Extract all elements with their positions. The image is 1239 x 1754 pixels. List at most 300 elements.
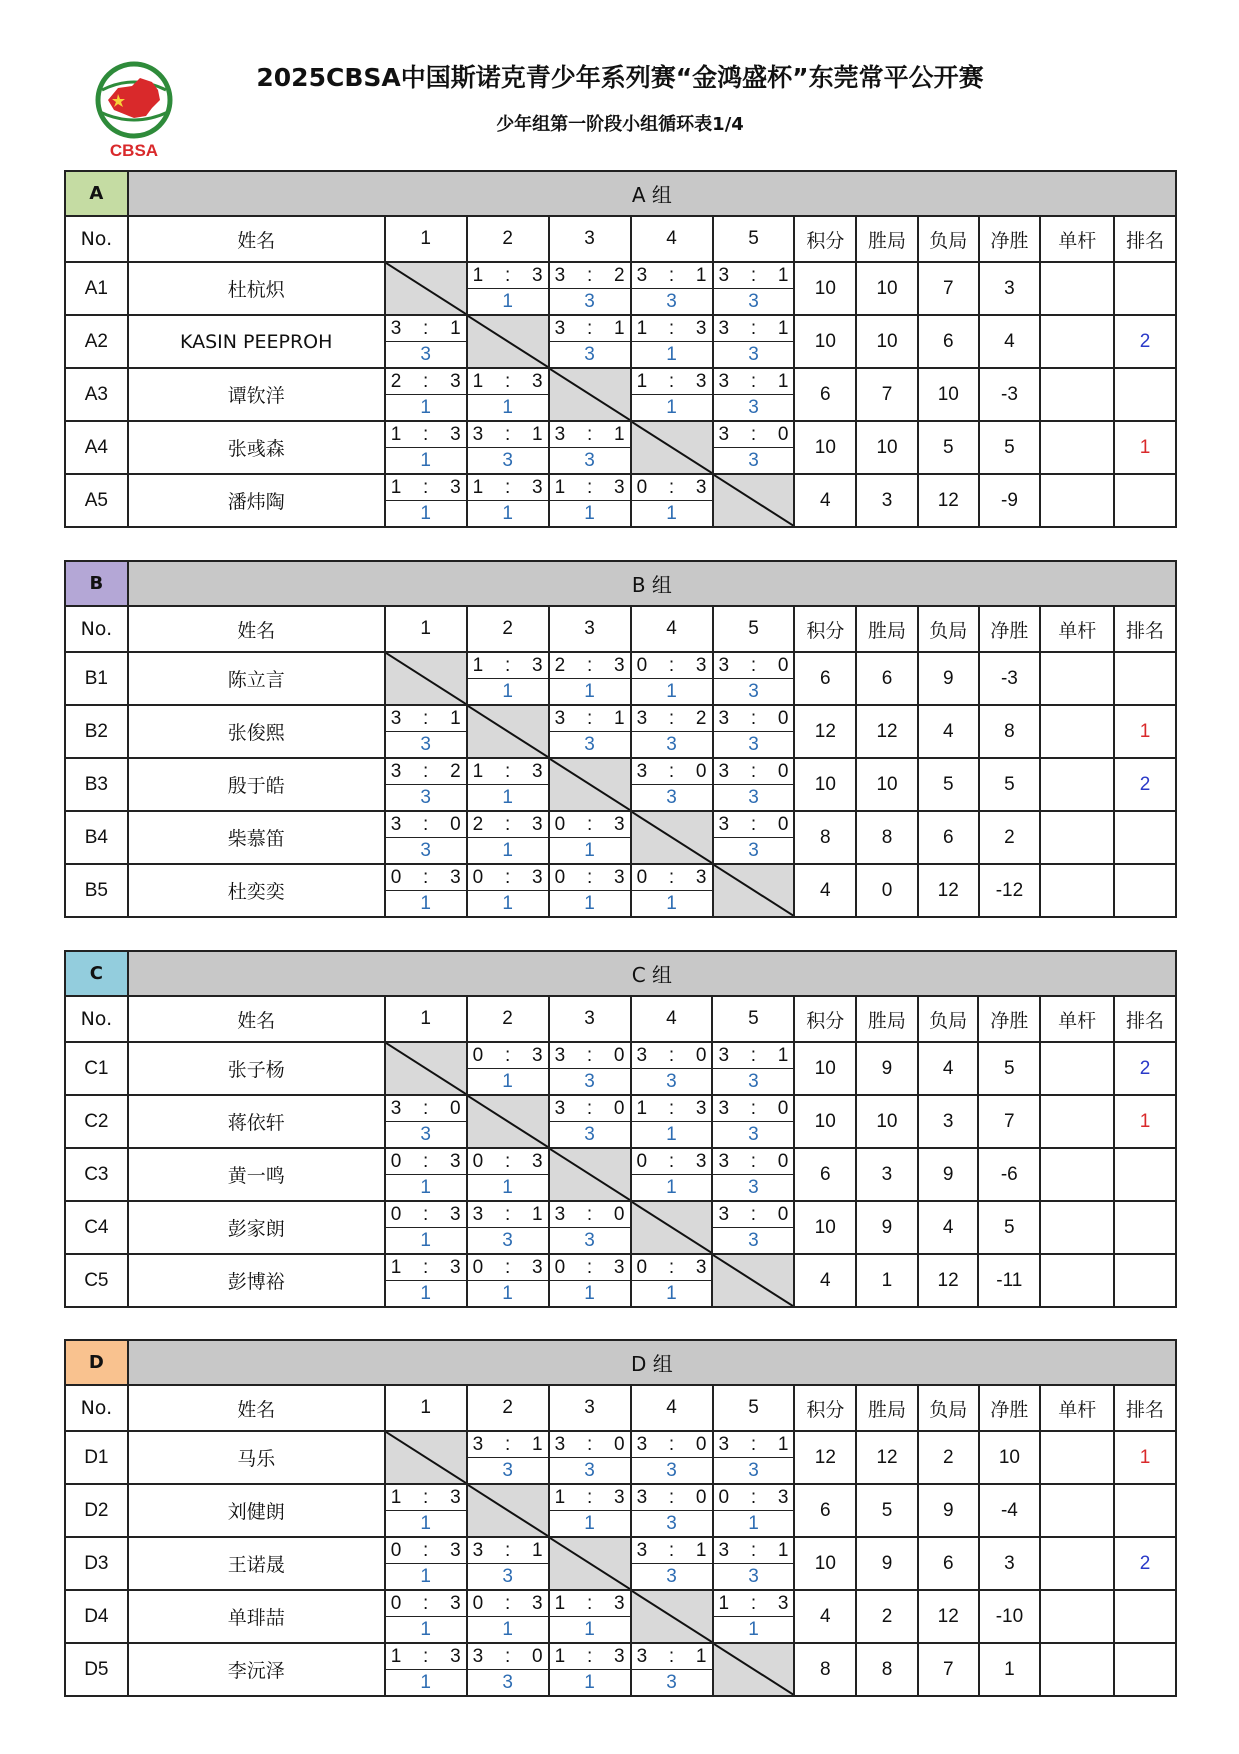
- match-cell: [631, 758, 713, 811]
- score-for: 0: [636, 476, 648, 498]
- player-rank: 2: [1114, 758, 1176, 811]
- match-cell: [631, 864, 713, 917]
- score-for: 1: [636, 370, 648, 392]
- score-against: 0: [695, 1486, 707, 1508]
- match-score: 3 : 0: [714, 760, 794, 785]
- match-score: 1 : 3: [550, 1486, 630, 1511]
- score-for: 3: [554, 1203, 566, 1225]
- self-match-cell: [631, 811, 713, 864]
- group-id: A: [65, 171, 128, 216]
- score-for: 3: [636, 760, 648, 782]
- score-against: 3: [777, 1592, 789, 1614]
- match-score: 3 : 0: [550, 1097, 630, 1122]
- score-against: 0: [777, 654, 789, 676]
- player-won: 10: [856, 421, 918, 474]
- player-won: 10: [856, 315, 918, 368]
- score-against: 3: [450, 1150, 461, 1172]
- player-lost: 12: [918, 474, 979, 527]
- score-against: 0: [613, 1044, 625, 1066]
- score-against: 3: [613, 813, 625, 835]
- score-against: 0: [777, 1097, 789, 1119]
- score-against: 3: [613, 1486, 625, 1508]
- match-score: 1 : 3: [632, 317, 712, 342]
- match-cell: [713, 368, 795, 421]
- match-points: 1: [420, 502, 431, 524]
- player-net: 5: [979, 421, 1041, 474]
- match-cell: [631, 474, 713, 527]
- match-cell: [631, 652, 713, 705]
- score-against: 0: [777, 760, 789, 782]
- self-match-cell: [713, 864, 795, 917]
- match-points: 1: [666, 1176, 677, 1198]
- match-cell: [385, 1254, 467, 1307]
- match-score: 3 : 1: [632, 1539, 712, 1564]
- score-against: 2: [695, 707, 707, 729]
- col-match-5: 5: [712, 996, 794, 1042]
- match-points: 3: [748, 680, 759, 702]
- match-cell: [467, 368, 549, 421]
- player-no: C3: [65, 1148, 128, 1201]
- score-for: 3: [718, 654, 730, 676]
- self-match-cell: [631, 1590, 713, 1643]
- player-row: [65, 652, 1176, 705]
- match-cell: [712, 1201, 794, 1254]
- match-points: 1: [584, 1671, 595, 1693]
- match-score: 3 : 0: [550, 1044, 630, 1069]
- match-points: 1: [666, 1123, 677, 1145]
- match-points: 1: [584, 1512, 595, 1534]
- player-row: [65, 705, 1176, 758]
- self-match-cell: [713, 1643, 795, 1696]
- match-cell: [631, 705, 713, 758]
- cbsa-logo: [88, 60, 180, 160]
- match-points: 1: [584, 839, 595, 861]
- col-match-1: 1: [385, 1385, 467, 1431]
- match-points: 1: [420, 1176, 431, 1198]
- match-cell: [549, 705, 631, 758]
- match-points: 1: [584, 892, 595, 914]
- score-for: 0: [554, 1256, 566, 1278]
- match-cell: [549, 1590, 631, 1643]
- score-against: 3: [450, 866, 461, 888]
- col-match-5: 5: [713, 216, 795, 262]
- player-no: C4: [65, 1201, 128, 1254]
- match-cell: [385, 474, 467, 527]
- player-row: [65, 1537, 1176, 1590]
- score-for: 1: [636, 1097, 648, 1119]
- match-cell: [713, 705, 795, 758]
- match-points: 1: [420, 892, 431, 914]
- score-for: 1: [472, 264, 484, 286]
- player-points: 6: [794, 368, 856, 421]
- match-points: 1: [584, 1282, 595, 1304]
- score-for: 3: [636, 1539, 648, 1561]
- match-score: 1 : 3: [386, 476, 466, 501]
- player-break: [1040, 864, 1114, 917]
- match-score: 3 : 0: [468, 1645, 548, 1670]
- score-against: 3: [532, 1592, 543, 1614]
- match-score: 3 : 1: [468, 1539, 548, 1564]
- player-rank: 1: [1114, 421, 1176, 474]
- group-name: A 组: [128, 171, 1176, 216]
- score-against: 3: [531, 1044, 543, 1066]
- player-won: 3: [856, 474, 918, 527]
- score-against: 0: [613, 1203, 625, 1225]
- match-cell: [467, 1042, 549, 1095]
- player-net: 10: [979, 1431, 1041, 1484]
- match-cell: [713, 652, 795, 705]
- col-rank: 排名: [1114, 216, 1176, 262]
- player-points: 6: [794, 1148, 856, 1201]
- score-against: 1: [613, 707, 625, 729]
- match-score: 0 : 3: [386, 1539, 466, 1564]
- match-cell: [631, 1042, 713, 1095]
- score-for: 0: [390, 1150, 402, 1172]
- match-score: 3 : 0: [713, 1150, 793, 1175]
- score-for: 3: [718, 1044, 730, 1066]
- player-lost: 6: [918, 811, 979, 864]
- self-match-cell: [385, 1431, 467, 1484]
- col-lost: 负局: [918, 1385, 979, 1431]
- score-for: 3: [554, 1097, 566, 1119]
- col-points: 积分: [794, 1385, 856, 1431]
- player-no: A5: [65, 474, 128, 527]
- score-against: 1: [532, 1433, 543, 1455]
- score-for: 2: [390, 370, 402, 392]
- match-score: 3 : 2: [632, 707, 712, 732]
- match-score: 3 : 1: [468, 1203, 548, 1228]
- col-name: 姓名: [128, 216, 385, 262]
- score-against: 1: [695, 1539, 707, 1561]
- match-cell: [385, 758, 467, 811]
- match-cell: [385, 705, 467, 758]
- match-points: 3: [502, 1459, 513, 1481]
- player-net: 8: [979, 705, 1041, 758]
- col-won: 胜局: [856, 216, 918, 262]
- score-for: 0: [472, 866, 484, 888]
- player-won: 12: [856, 705, 918, 758]
- player-rank: [1114, 1254, 1176, 1307]
- score-for: 3: [390, 1097, 402, 1119]
- match-points: 1: [502, 1070, 513, 1092]
- player-net: 7: [978, 1095, 1040, 1148]
- col-name: 姓名: [128, 606, 385, 652]
- match-score: 0 : 3: [550, 866, 630, 891]
- match-cell: [713, 811, 795, 864]
- player-break: [1040, 421, 1114, 474]
- match-cell: [385, 315, 467, 368]
- match-points: 1: [502, 786, 513, 808]
- match-score: 1 : 3: [468, 370, 548, 395]
- match-points: 3: [584, 1229, 595, 1251]
- player-won: 6: [856, 652, 918, 705]
- match-score: 1 : 3: [468, 264, 548, 289]
- score-for: 1: [718, 1592, 730, 1614]
- player-net: -3: [979, 368, 1041, 421]
- col-match-1: 1: [385, 216, 467, 262]
- match-cell: [631, 368, 713, 421]
- match-points: 3: [584, 290, 595, 312]
- match-cell: [631, 1254, 713, 1307]
- match-score: 0 : 3: [632, 1256, 712, 1281]
- player-won: 8: [856, 811, 918, 864]
- score-against: 3: [613, 654, 625, 676]
- match-points: 3: [502, 1229, 513, 1251]
- match-cell: [631, 1537, 713, 1590]
- match-score: 3 : 1: [714, 1539, 794, 1564]
- match-points: 3: [420, 786, 431, 808]
- score-for: 3: [554, 707, 566, 729]
- score-against: 0: [532, 1645, 543, 1667]
- match-score: 0 : 3: [386, 866, 466, 891]
- player-no: A1: [65, 262, 128, 315]
- score-against: 3: [450, 1203, 461, 1225]
- logo-text: CBSA: [109, 141, 159, 160]
- match-score: 0 : 3: [468, 1256, 548, 1281]
- match-score: 3 : 1: [386, 317, 466, 342]
- player-lost: 7: [918, 1643, 979, 1696]
- player-name: 李沅泽: [128, 1643, 385, 1696]
- match-points: 1: [420, 1671, 431, 1693]
- score-for: 0: [554, 866, 566, 888]
- match-cell: [549, 1042, 631, 1095]
- match-score: 1 : 3: [550, 476, 630, 501]
- player-lost: 5: [918, 421, 979, 474]
- player-net: 4: [979, 315, 1041, 368]
- match-points: 1: [666, 502, 677, 524]
- score-against: 1: [777, 317, 789, 339]
- match-cell: [385, 1590, 467, 1643]
- match-cell: [467, 262, 549, 315]
- score-for: 1: [554, 1645, 566, 1667]
- match-points: 1: [420, 1229, 431, 1251]
- player-won: 3: [856, 1148, 918, 1201]
- group-name: B 组: [128, 561, 1176, 606]
- score-for: 0: [636, 1256, 648, 1278]
- player-rank: 1: [1114, 1095, 1176, 1148]
- match-cell: [631, 262, 713, 315]
- score-for: 3: [718, 1203, 730, 1225]
- score-for: 3: [718, 1150, 730, 1172]
- group-name: C 组: [128, 951, 1176, 996]
- player-points: 8: [794, 1643, 856, 1696]
- player-won: 7: [856, 368, 918, 421]
- match-cell: [549, 474, 631, 527]
- match-score: 0 : 3: [632, 654, 712, 679]
- player-points: 12: [794, 705, 856, 758]
- match-cell: [467, 864, 549, 917]
- player-rank: [1114, 811, 1176, 864]
- match-points: 1: [666, 396, 677, 418]
- player-row: [65, 1254, 1176, 1307]
- player-lost: 9: [918, 1484, 979, 1537]
- match-cell: [467, 474, 549, 527]
- match-score: 3 : 0: [714, 707, 794, 732]
- score-for: 3: [718, 264, 730, 286]
- match-points: 1: [502, 892, 513, 914]
- player-lost: 9: [918, 652, 979, 705]
- score-against: 0: [777, 813, 789, 835]
- match-points: 1: [420, 1565, 431, 1587]
- score-against: 0: [777, 1150, 789, 1172]
- player-no: B3: [65, 758, 128, 811]
- match-points: 3: [748, 290, 759, 312]
- match-points: 3: [584, 733, 595, 755]
- group-c-table: [64, 950, 1177, 1308]
- match-points: 3: [666, 1459, 677, 1481]
- score-against: 1: [613, 317, 625, 339]
- player-break: [1040, 652, 1114, 705]
- match-points: 3: [502, 449, 513, 471]
- player-row: [65, 1643, 1176, 1696]
- player-points: 10: [794, 758, 856, 811]
- player-won: 1: [856, 1254, 918, 1307]
- match-score: 3 : 0: [550, 1203, 630, 1228]
- player-row: [65, 1484, 1176, 1537]
- match-score: 1 : 3: [386, 1645, 466, 1670]
- player-no: C1: [65, 1042, 128, 1095]
- player-break: [1040, 368, 1114, 421]
- player-lost: 6: [918, 315, 979, 368]
- match-score: 3 : 1: [550, 707, 630, 732]
- player-lost: 2: [918, 1431, 979, 1484]
- score-for: 0: [390, 866, 402, 888]
- match-points: 1: [666, 343, 677, 365]
- score-against: 3: [695, 1097, 707, 1119]
- player-no: D3: [65, 1537, 128, 1590]
- score-against: 3: [450, 1539, 461, 1561]
- score-for: 3: [554, 1044, 566, 1066]
- score-against: 1: [777, 1044, 789, 1066]
- match-points: 3: [666, 786, 677, 808]
- player-no: A4: [65, 421, 128, 474]
- player-break: [1040, 1537, 1114, 1590]
- col-match-3: 3: [549, 996, 631, 1042]
- player-row: [65, 1431, 1176, 1484]
- player-net: -11: [978, 1254, 1040, 1307]
- player-name: 张俊熙: [128, 705, 385, 758]
- player-name: 陈立言: [128, 652, 385, 705]
- score-for: 1: [554, 1486, 566, 1508]
- match-score: 1 : 3: [468, 760, 548, 785]
- match-score: 0 : 3: [550, 1256, 630, 1281]
- player-net: 5: [978, 1201, 1040, 1254]
- player-points: 10: [794, 1095, 856, 1148]
- match-cell: [467, 1201, 549, 1254]
- match-points: 1: [584, 1618, 595, 1640]
- score-against: 0: [695, 760, 707, 782]
- self-match-cell: [549, 1537, 631, 1590]
- match-cell: [467, 1643, 549, 1696]
- match-points: 3: [420, 839, 431, 861]
- score-for: 0: [636, 654, 648, 676]
- col-match-2: 2: [467, 1385, 549, 1431]
- match-points: 1: [502, 1282, 513, 1304]
- col-match-2: 2: [467, 996, 549, 1042]
- player-row: [65, 1590, 1176, 1643]
- match-points: 3: [748, 1229, 759, 1251]
- match-score: 0 : 3: [632, 1150, 712, 1175]
- match-score: 3 : 1: [468, 423, 548, 448]
- player-name: 彭家朗: [128, 1201, 385, 1254]
- match-score: 0 : 3: [386, 1150, 466, 1175]
- col-match-4: 4: [631, 1385, 713, 1431]
- score-for: 3: [718, 423, 730, 445]
- score-against: 3: [613, 1645, 625, 1667]
- col-net: 净胜: [979, 216, 1041, 262]
- match-cell: [467, 1590, 549, 1643]
- player-won: 9: [856, 1537, 918, 1590]
- match-cell: [549, 315, 631, 368]
- score-for: 3: [636, 1486, 648, 1508]
- player-rank: 2: [1114, 315, 1176, 368]
- match-cell: [549, 421, 631, 474]
- match-score: 0 : 3: [632, 866, 712, 891]
- score-for: 3: [636, 1433, 648, 1455]
- col-won: 胜局: [856, 1385, 918, 1431]
- col-match-4: 4: [631, 216, 713, 262]
- col-break: 单杆: [1040, 996, 1114, 1042]
- score-for: 3: [718, 1539, 730, 1561]
- score-for: 0: [472, 1256, 484, 1278]
- player-break: [1040, 1042, 1114, 1095]
- player-won: 9: [856, 1042, 918, 1095]
- match-cell: [549, 1643, 631, 1696]
- score-for: 1: [472, 654, 484, 676]
- self-match-cell: [467, 315, 549, 368]
- player-won: 2: [856, 1590, 918, 1643]
- score-against: 1: [531, 1203, 543, 1225]
- score-against: 3: [613, 1592, 625, 1614]
- player-name: 柴慕笛: [128, 811, 385, 864]
- score-against: 3: [450, 476, 461, 498]
- match-score: 3 : 1: [714, 317, 794, 342]
- match-points: 3: [666, 1070, 677, 1092]
- score-for: 3: [718, 1097, 730, 1119]
- match-points: 3: [748, 733, 759, 755]
- match-points: 3: [584, 1459, 595, 1481]
- score-against: 3: [695, 317, 707, 339]
- match-points: 1: [502, 839, 513, 861]
- match-points: 3: [748, 1459, 759, 1481]
- match-cell: [467, 1431, 549, 1484]
- player-break: [1040, 1431, 1114, 1484]
- match-points: 3: [420, 1123, 431, 1145]
- match-cell: [713, 315, 795, 368]
- score-for: 1: [472, 476, 484, 498]
- player-name: 谭钦洋: [128, 368, 385, 421]
- match-points: 1: [420, 1512, 431, 1534]
- match-points: 3: [666, 1512, 677, 1534]
- player-name: 蒋依轩: [128, 1095, 385, 1148]
- player-name: 杜奕奕: [128, 864, 385, 917]
- score-against: 3: [532, 476, 543, 498]
- match-cell: [385, 368, 467, 421]
- score-against: 3: [532, 654, 543, 676]
- player-break: [1040, 758, 1114, 811]
- score-against: 3: [531, 1150, 543, 1172]
- match-cell: [385, 811, 467, 864]
- col-no: No.: [65, 1385, 128, 1431]
- self-match-cell: [385, 262, 467, 315]
- score-against: 3: [531, 1256, 543, 1278]
- col-rank: 排名: [1114, 1385, 1176, 1431]
- score-against: 3: [450, 1645, 461, 1667]
- match-cell: [631, 1095, 713, 1148]
- page-title: 2025CBSA中国斯诺克青少年系列赛“金鸿盛杯”东莞常平公开赛: [256, 63, 984, 92]
- player-won: 5: [856, 1484, 918, 1537]
- col-match-2: 2: [467, 606, 549, 652]
